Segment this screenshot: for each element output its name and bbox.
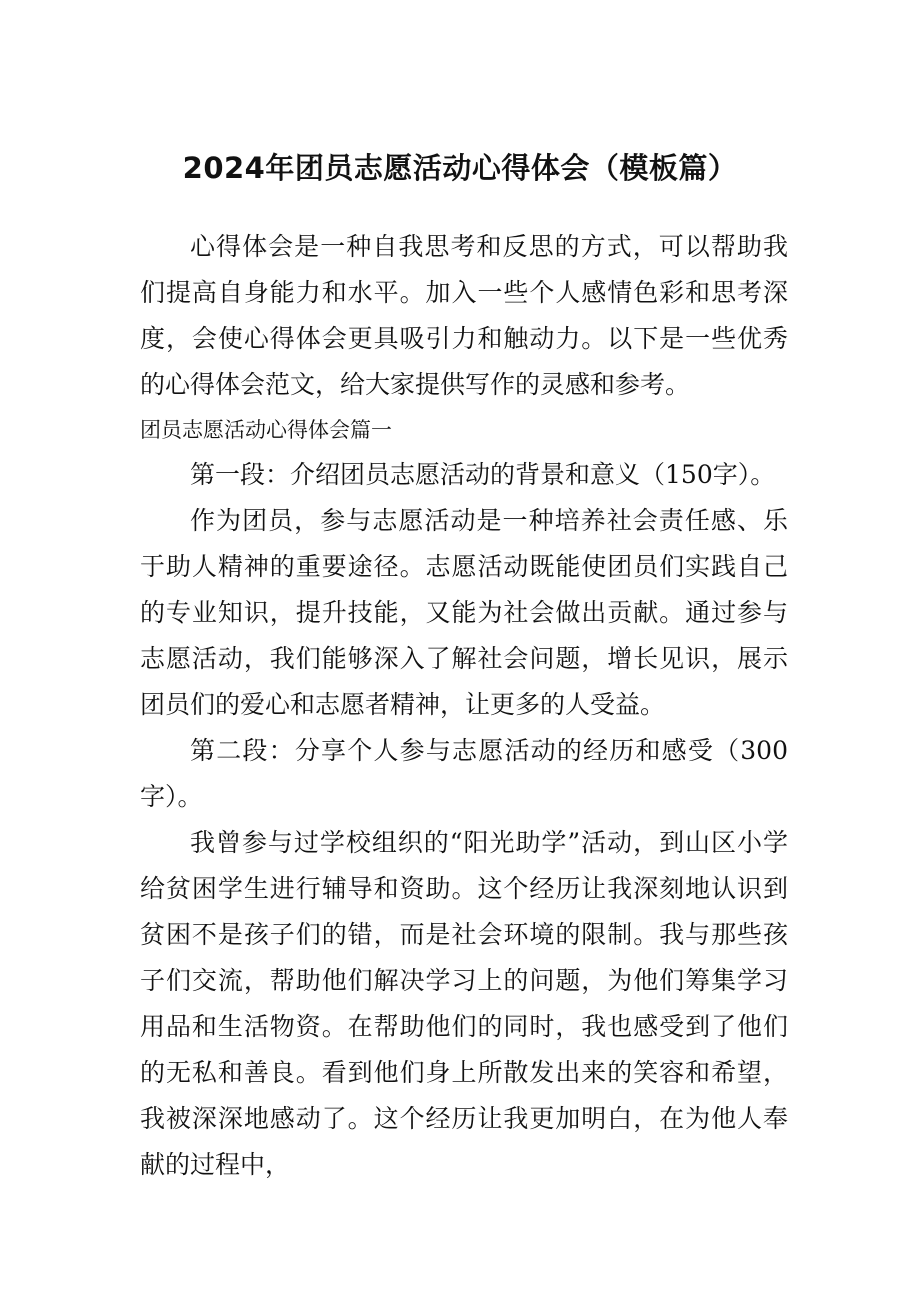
paragraph-section-one-heading: 第一段：介绍团员志愿活动的背景和意义（150字）。 [190,460,776,489]
paragraph-background: 作为团员，参与志愿活动是一种培养社会责任感、乐于助人精神的重要途径。志愿活动既能使团员们实践自己的专业知识，提升技能，又能为社会做出贡献。通过参与志愿活动，我们能够深入了解社会问题，增长见识，展示团员们的爱心和志愿者精神，让更多的人受益。 [140,506,788,719]
intro-paragraph: 心得体会是一种自我思考和反思的方式，可以帮助我们提高自身能力和水平。加入一些个人感情色彩和思考深度，会使心得体会更具吸引力和触动力。以下是一些优秀的心得体会范文，给大家提供写作的灵感和参考。 [140,232,788,399]
paragraph-experience: 我曾参与过学校组织的“阳光助学”活动，到山区小学给贫困学生进行辅导和资助。这个经历让我深刻地认识到贫困不是孩子们的错，而是社会环境的限制。我与那些孩子们交流，帮助他们解决学习上的问题，为他们筹集学习用品和生活物资。在帮助他们的同时，我也感受到了他们的无私和善良。看到他们身上所散发出来的笑容和希望，我被深深地感动了。这个经历让我更加明白，在为他人奉献的过程中， [140,828,788,1179]
document-title: 2024年团员志愿活动心得体会（模板篇） [182,151,738,185]
paragraph-section-two-heading: 第二段：分享个人参与志愿活动的经历和感受（300字）。 [140,736,788,811]
document-body [140,224,788,1188]
section-heading: 团员志愿活动心得体会篇一 [140,418,392,442]
